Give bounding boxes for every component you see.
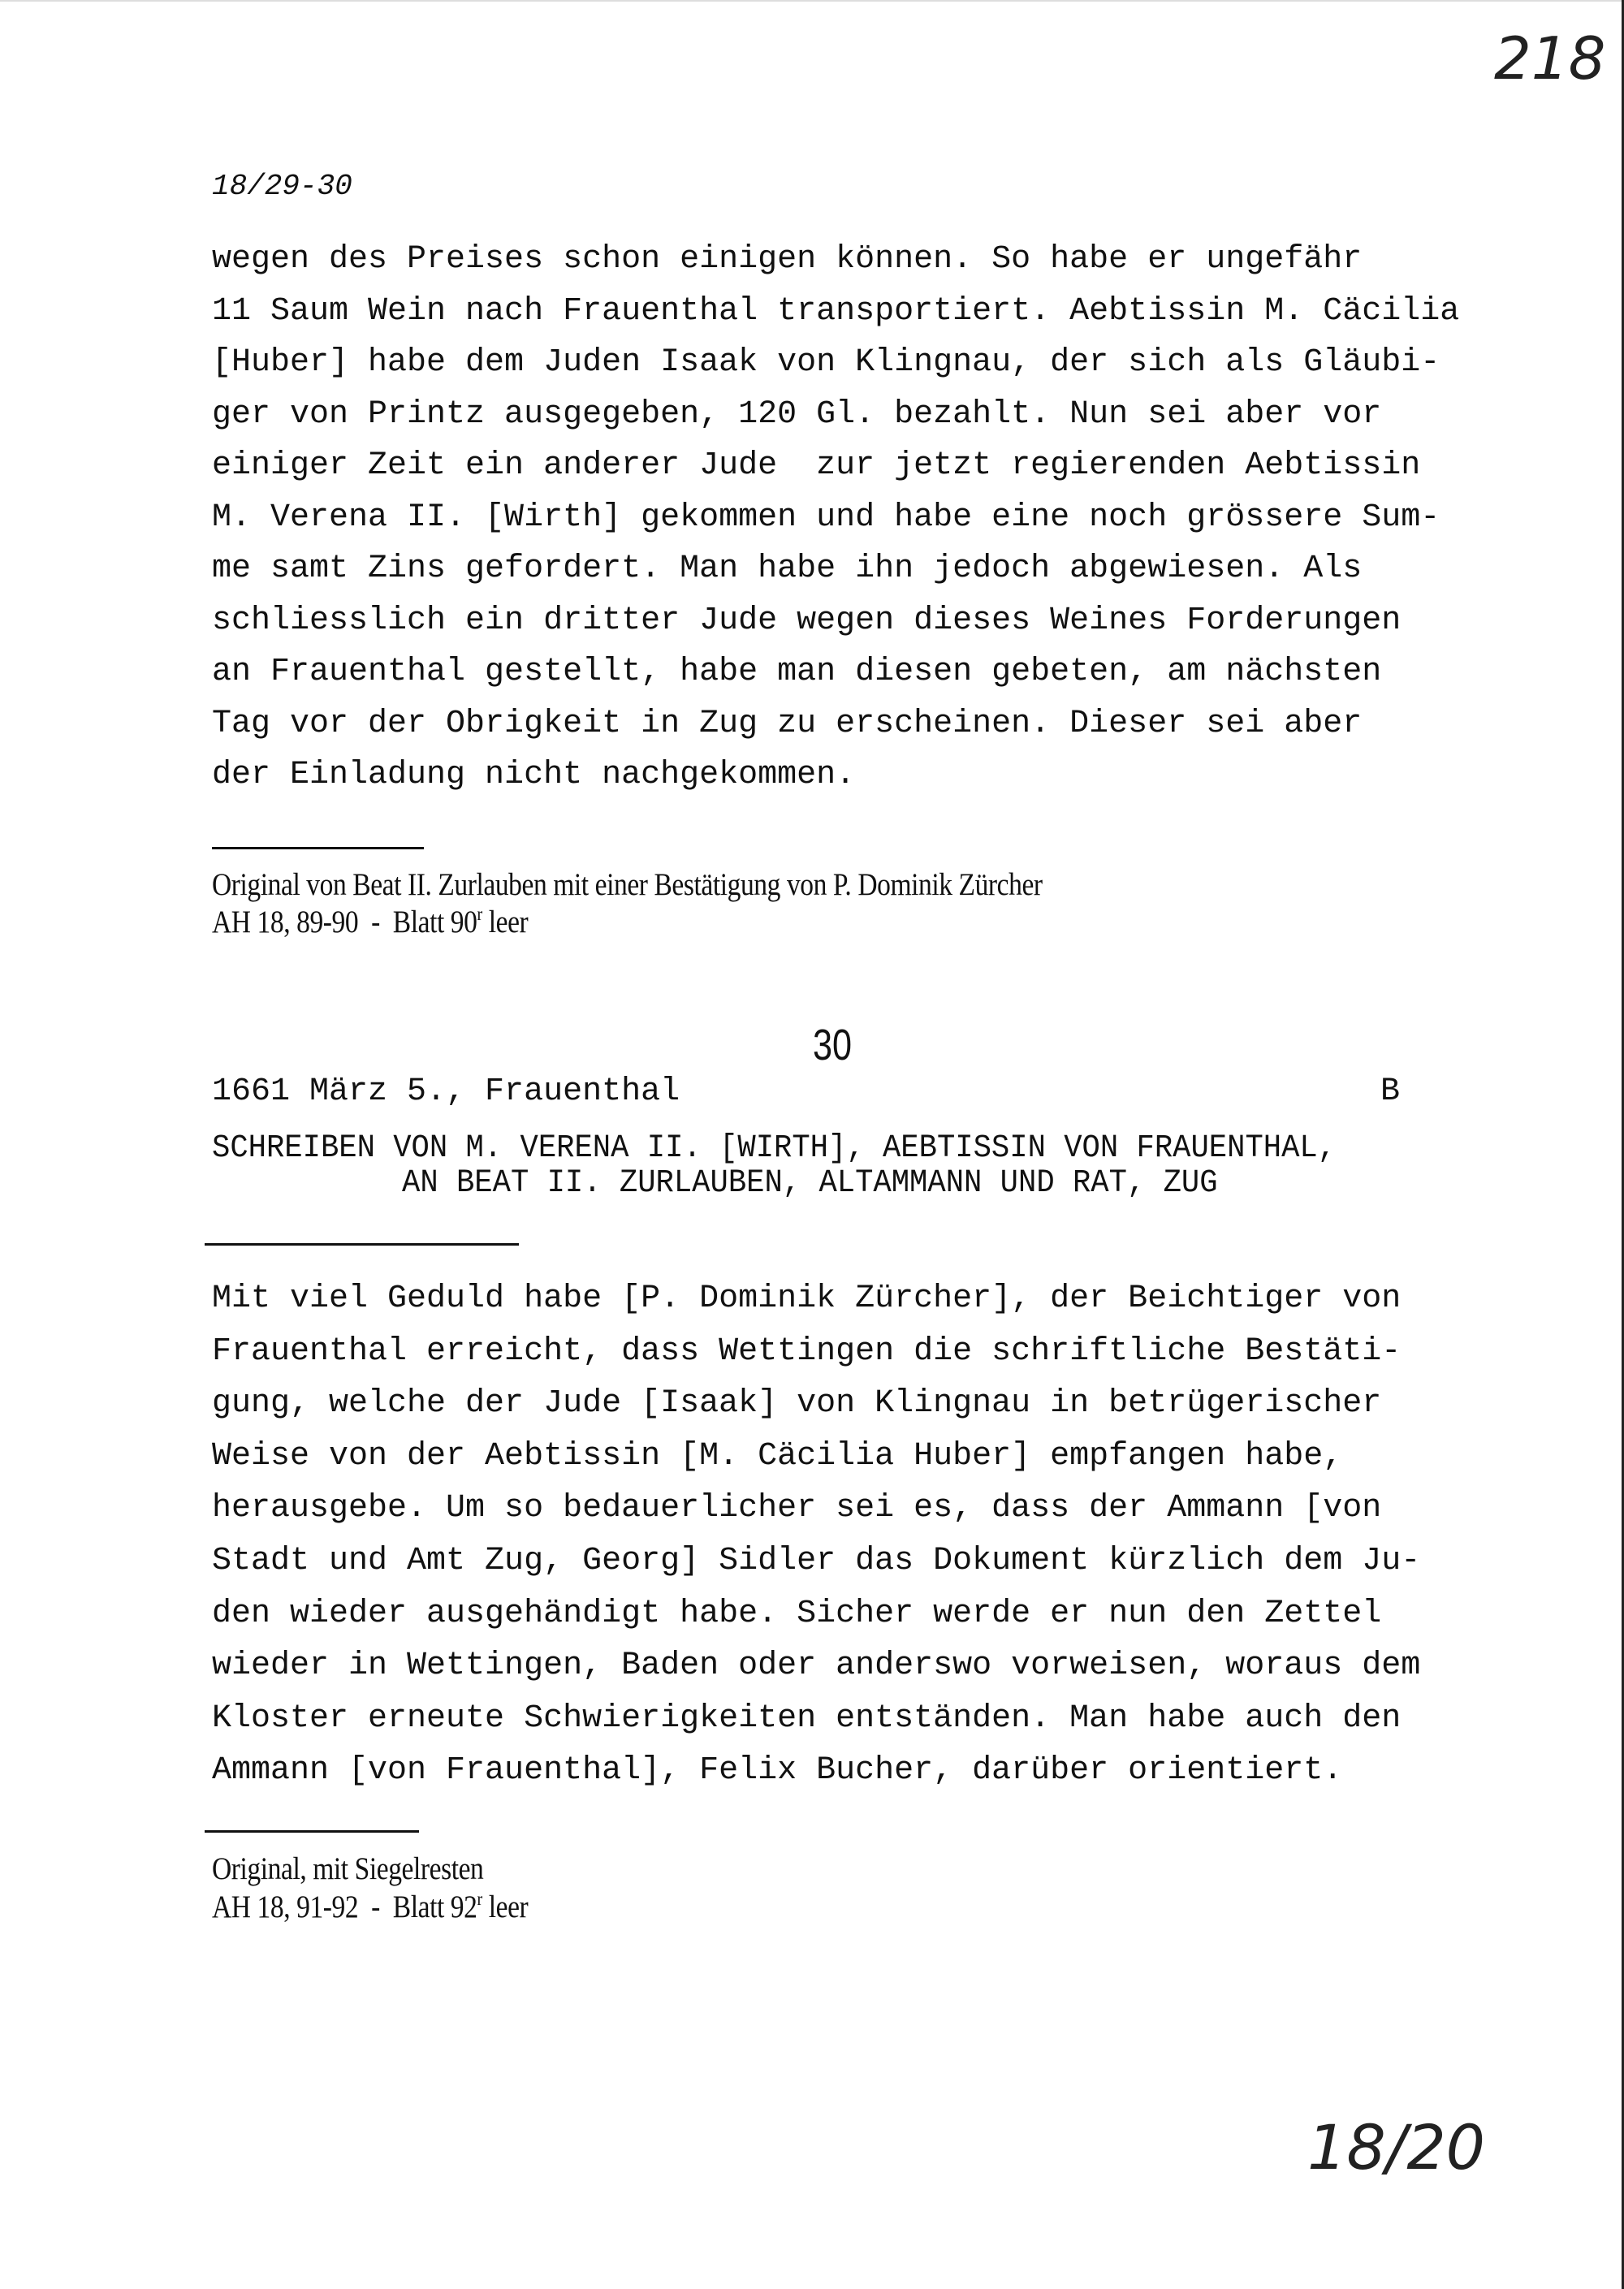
text-line: schliesslich ein dritter Jude wegen dieses Weines Forderungen: [212, 602, 1402, 639]
text-line: der Einladung nicht nachgekommen.: [212, 757, 856, 793]
text-line: einiger Zeit ein anderer Jude zur jetzt regierenden Aebtissin: [212, 447, 1421, 484]
footnote-2-note: leer: [482, 1890, 529, 1924]
scan-edge: [0, 0, 1624, 2]
text-line: me samt Zins gefordert. Man habe ihn jedoch abgewiesen. Als: [212, 551, 1363, 587]
text-line: den wieder ausgehändigt habe. Sicher werde er nun den Zettel: [212, 1595, 1382, 1632]
footnote-2-ref: AH 18, 91-92 - Blatt 92: [212, 1890, 477, 1924]
entry-title-line-2: AN BEAT II. ZURLAUBEN, ALTAMMANN UND RAT, ZUG: [402, 1165, 1218, 1202]
footnote-1-line-1: Original von Beat II. Zurlauben mit einer Bestätigung von P. Dominik Zürcher: [212, 867, 1043, 902]
entry-type-code: B: [1380, 1073, 1401, 1110]
page-number-stamp: 218: [1494, 24, 1606, 93]
text-line: wegen des Preises schon einigen können. So habe er ungefähr: [212, 241, 1363, 278]
text-line: ger von Printz ausgegeben, 120 Gl. bezahlt. Nun sei aber vor: [212, 395, 1382, 433]
footnote-divider: [212, 847, 424, 849]
text-line: Kloster erneute Schwierigkeiten entständen. Man habe auch den: [212, 1699, 1402, 1737]
entry-number: 30: [813, 1021, 853, 1069]
entry-title-line-1: SCHREIBEN VON M. VERENA II. [WIRTH], AEBTISSIN VON FRAUENTHAL,: [212, 1130, 1337, 1167]
text-line: Weise von der Aebtissin [M. Cäcilia Huber] empfangen habe,: [212, 1437, 1343, 1475]
text-line: [Huber] habe dem Juden Isaak von Klingnau, der sich als Gläubi-: [212, 344, 1440, 381]
footnote-2-line-2: [212, 1889, 528, 1926]
text-line: wieder in Wettingen, Baden oder anderswo vorweisen, woraus dem: [212, 1648, 1421, 1685]
text-line: Mit viel Geduld habe [P. Dominik Zürcher], der Beichtiger von: [212, 1281, 1402, 1317]
text-line: 11 Saum Wein nach Frauenthal transportiert. Aebtissin M. Cäcilia: [212, 292, 1460, 330]
text-line: an Frauenthal gestellt, habe man diesen gebeten, am nächsten: [212, 654, 1382, 690]
text-line: Frauenthal erreicht, dass Wettingen die schriftliche Bestäti-: [212, 1332, 1402, 1370]
footnote-1-ref: AH 18, 89-90 - Blatt 90: [212, 905, 477, 939]
title-divider: [205, 1243, 519, 1246]
running-header: 18/29-30: [212, 170, 352, 203]
entry-date-place: 1661 März 5., Frauenthal: [212, 1073, 680, 1110]
text-line: Stadt und Amt Zug, Georg] Sidler das Dokument kürzlich dem Ju-: [212, 1543, 1421, 1579]
text-line: gung, welche der Jude [Isaak] von Klingnau in betrügerischer: [212, 1385, 1382, 1423]
text-line: M. Verena II. [Wirth] gekommen und habe eine noch grössere Sum-: [212, 499, 1440, 536]
footnote-2-sup: r: [477, 1889, 482, 1910]
footnote-2-line-1: Original, mit Siegelresten: [212, 1851, 484, 1886]
text-line: Ammann [von Frauenthal], Felix Bucher, darüber orientiert.: [212, 1752, 1343, 1790]
footnote-1-sup: r: [477, 904, 482, 925]
handwritten-reference: 18/20: [1307, 2111, 1486, 2183]
footnote-1-line-2: [212, 904, 528, 941]
footnote-divider-2: [205, 1830, 419, 1833]
text-line: Tag vor der Obrigkeit in Zug zu erscheinen. Dieser sei aber: [212, 705, 1363, 742]
text-line: herausgebe. Um so bedauerlicher sei es, dass der Ammann [von: [212, 1490, 1382, 1527]
footnote-1-note: leer: [482, 905, 529, 939]
